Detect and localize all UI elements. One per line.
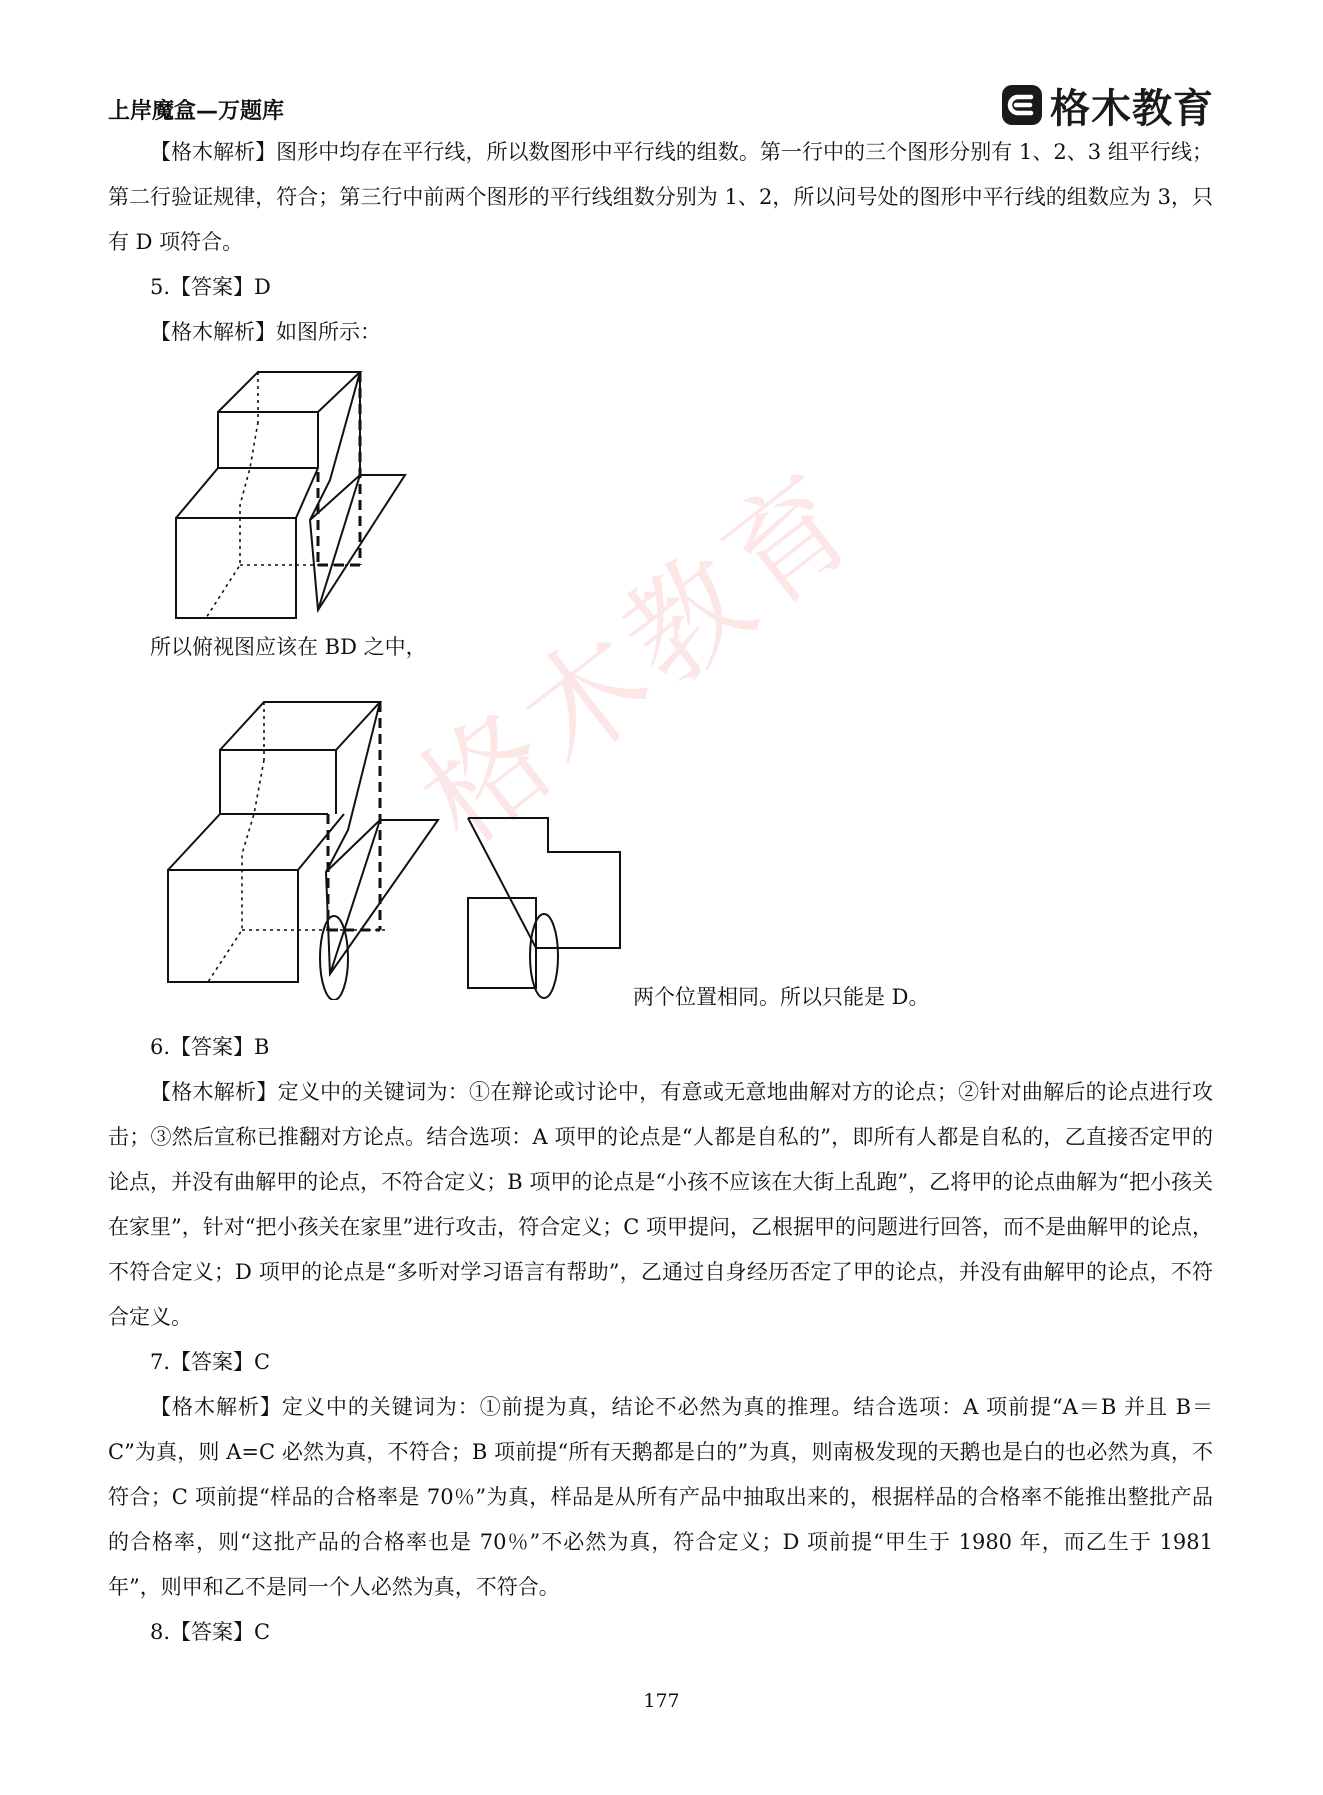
analysis-paragraph: 【格木解析】定义中的关键词为：①在辩论或讨论中，有意或无意地曲解对方的论点；②针对曲解后的论点进行攻击；③然后宣称已推翻对方论点。结合选项：A 项甲的论点是“人都是自私的”，即所有人都是自私的，乙直接否定甲的论点，并没有曲解甲的论点，不符合定义；B 项甲的论点是“小孩不应该在大街上乱跑”，乙将甲的论点曲解为“把小孩关在家里”，针对“把小孩关在家里”进行攻击，符合定义；C 项甲提问，乙根据甲的问题进行回答，而不是曲解甲的论点，不符合定义；D 项甲的论点是“多听对学习语言有帮助”，乙通过自身经历否定了甲的论点，并没有曲解甲的论点，不符合定义。 xyxy=(108,1080,1213,1329)
q6-answer xyxy=(108,1025,1213,1070)
analysis-q4 xyxy=(108,130,1213,265)
q5-answer xyxy=(108,265,1213,310)
q5-caption xyxy=(633,975,1033,1020)
answer-line: 6.【答案】B xyxy=(150,1035,270,1059)
analysis-paragraph: 【格木解析】图形中均存在平行线，所以数图形中平行线的组数。第一行中的三个图形分别有 1、2、3 组平行线；第二行验证规律，符合；第三行中前两个图形的平行线组数分别为 1、2，所以问号处的图形中平行线的组数应为 3，只有 D 项符合。 xyxy=(108,140,1213,254)
solid-figure-2 xyxy=(158,690,448,1000)
solid-figure-1 xyxy=(160,360,420,620)
brand-logo xyxy=(1000,80,1214,130)
q8-answer xyxy=(108,1610,1213,1655)
q5-mid xyxy=(150,625,1255,670)
logo-text: 格木教育 xyxy=(1050,85,1214,132)
q5-intro xyxy=(108,310,1213,355)
answer-line: 8.【答案】C xyxy=(150,1620,271,1644)
logo-mark-icon xyxy=(1000,83,1044,127)
page-number: 177 xyxy=(643,1690,680,1712)
q6-analysis xyxy=(108,1070,1213,1340)
q7-analysis xyxy=(108,1385,1213,1610)
watermark: 格木教育 xyxy=(396,446,886,871)
analysis-line: 两个位置相同。所以只能是 D。 xyxy=(633,985,930,1009)
q7-answer xyxy=(108,1340,1213,1385)
analysis-paragraph: 【格木解析】定义中的关键词为：①前提为真，结论不必然为真的推理。结合选项：A 项前提“A＝B 并且 B＝C”为真，则 A=C 必然为真，不符合；B 项前提“所有天鹅都是白的”为真，则南极发现的天鹅也是白的也必然为真，不符合；C 项前提“样品的合格率是 70％”为真，样品是从所有产品中抽取出来的，根据样品的合格率不能推出整批产品的合格率，则“这批产品的合格率也是 70％”不必然为真，符合定义；D 项前提“甲生于 1980 年，而乙生于 1981 年”，则甲和乙不是同一个人必然为真，不符合。 xyxy=(108,1395,1213,1599)
analysis-line: 【格木解析】如图所示： xyxy=(150,320,381,344)
header-title: 上岸魔盒—万题库 xyxy=(108,99,285,124)
analysis-line: 所以俯视图应该在 BD 之中， xyxy=(150,635,427,659)
answer-line: 5.【答案】D xyxy=(150,275,271,299)
answer-line: 7.【答案】C xyxy=(150,1350,271,1374)
top-view-figure xyxy=(460,808,630,1008)
